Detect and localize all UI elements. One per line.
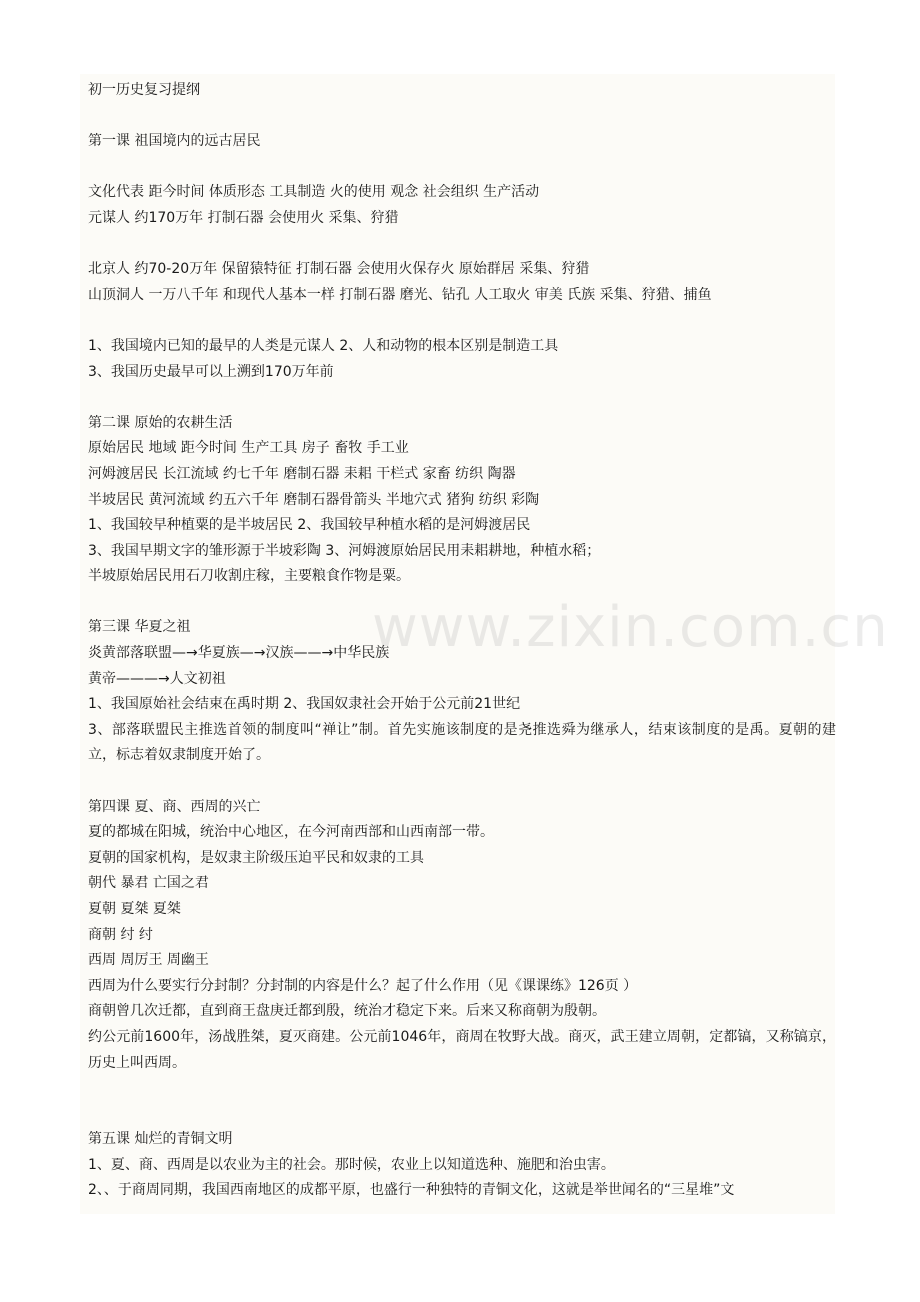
lesson-4-para-3: 西周为什么要实行分封制？分封制的内容是什么？起了什么作用（见《课课练》126页 ） <box>88 977 638 994</box>
lesson-5-point-2: 2、、于商周同期，我国西南地区的成都平原，也盛行一种独特的青铜文化，这就是举世闻名的“三星堆”文 <box>88 1182 735 1199</box>
lesson-4-heading: 第四课 夏、商、西周的兴亡 <box>88 798 261 815</box>
lesson-1-point-1: 1、我国境内已知的最早的人类是元谋人 2、人和动物的根本区别是制造工具 <box>88 337 559 354</box>
lesson-2-point-1: 1、我国较早种植粟的是半坡居民 2、我国较早种植水稻的是河姆渡居民 <box>88 517 531 534</box>
lesson-1-row-shandingdong: 山顶洞人 一万八千年 和现代人基本一样 打制石器 磨光、钻孔 人工取火 审美 氏族 采集、狩猎、捕鱼 <box>88 286 712 303</box>
lesson-4-para-4: 商朝曾几次迁都，直到商王盘庚迁都到殷，统治才稳定下来。后来又称商朝为殷朝。 <box>88 1003 606 1020</box>
lesson-2-point-3: 半坡原始居民用石刀收割庄稼，主要粮食作物是粟。 <box>88 568 410 585</box>
lesson-4-row-shang: 商朝 纣 纣 <box>88 926 153 943</box>
lesson-3-chain-1: 炎黄部落联盟—→华夏族—→汉族——→中华民族 <box>88 645 390 662</box>
lesson-2-row-banpo: 半坡居民 黄河流域 约五六千年 磨制石器骨箭头 半地穴式 猪狗 纺织 彩陶 <box>88 491 540 508</box>
lesson-4-para-2: 夏朝的国家机构，是奴隶主阶级压迫平民和奴隶的工具 <box>88 849 424 866</box>
lesson-2-table-header: 原始居民 地域 距今时间 生产工具 房子 畜牧 手工业 <box>88 440 409 457</box>
lesson-1-row-yuanmou: 元谋人 约170万年 打制石器 会使用火 采集、狩猎 <box>88 209 399 226</box>
lesson-4-row-xia: 夏朝 夏桀 夏桀 <box>88 901 181 917</box>
lesson-4-para-5: 约公元前1600年，汤战胜桀，夏灭商建。公元前1046年，商周在牧野大战。商灭，武王建立周朝，定都镐，又称镐京，历史上叫西周。 <box>88 1028 836 1071</box>
document-title: 初一历史复习提纲 <box>88 82 200 98</box>
lesson-1-heading: 第一课 祖国境内的远古居民 <box>88 133 261 150</box>
lesson-2-heading: 第二课 原始的农耕生活 <box>88 414 233 431</box>
lesson-4-para-1: 夏的都城在阳城，统治中心地区，在今河南西部和山西南部一带。 <box>88 824 494 841</box>
lesson-3-heading: 第三课 华夏之祖 <box>88 619 191 636</box>
lesson-5-heading: 第五课 灿烂的青铜文明 <box>88 1131 233 1148</box>
lesson-2-row-hemudu: 河姆渡居民 长江流域 约七千年 磨制石器 耒耜 干栏式 家畜 纺织 陶器 <box>88 465 516 482</box>
lesson-3-chain-2: 黄帝———→人文初祖 <box>88 670 226 687</box>
lesson-3-point-1: 1、我国原始社会结束在禹时期 2、我国奴隶社会开始于公元前21世纪 <box>88 696 521 713</box>
lesson-5-point-1: 1、夏、商、西周是以农业为主的社会。那时候，农业上以知道选种、施肥和治虫害。 <box>88 1156 615 1173</box>
lesson-1-table-header: 文化代表 距今时间 体质形态 工具制造 火的使用 观念 社会组织 生产活动 <box>88 184 540 201</box>
lesson-1-row-beijing: 北京人 约70-20万年 保留猿特征 打制石器 会使用火保存火 原始群居 采集、狩猎 <box>88 261 590 278</box>
lesson-2-point-2: 3、我国早期文字的雏形源于半坡彩陶 3、河姆渡原始居民用耒耜耕地，种植水稻； <box>88 542 601 559</box>
document-body <box>88 78 836 1204</box>
lesson-3-point-2: 3、部落联盟民主推选首领的制度叫“禅让”制。首先实施该制度的是尧推选舜为继承人，结束该制度的是禹。夏朝的建立，标志着奴隶制度开始了。 <box>88 721 836 764</box>
lesson-4-row-xizhou: 西周 周厉王 周幽王 <box>88 952 209 969</box>
lesson-1-point-2: 3、我国历史最早可以上溯到170万年前 <box>88 363 334 380</box>
lesson-4-table-header: 朝代 暴君 亡国之君 <box>88 875 209 892</box>
